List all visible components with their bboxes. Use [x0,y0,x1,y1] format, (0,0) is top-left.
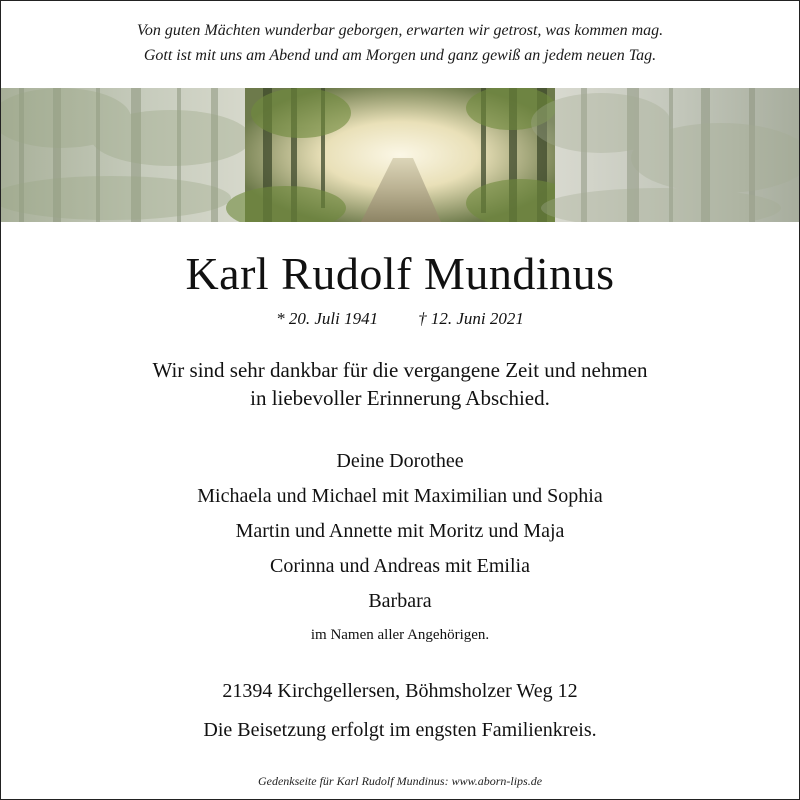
death-date: † 12. Juni 2021 [418,309,524,328]
farewell-line-1: Wir sind sehr dankbar für die vergangene Zeit und nehmen [152,358,648,382]
farewell-text [0,356,800,412]
birth-date: * 20. Juli 1941 [276,309,379,328]
family-address: 21394 Kirchgellersen, Böhmsholzer Weg 12 [222,680,578,702]
on-behalf-note: im Namen aller Angehörigen. [310,627,490,643]
quote-line-2: Gott ist mit uns am Abend und am Morgen und ganz gewiß an jedem neuen Tag. [143,47,657,64]
family-member: Michaela und Michael mit Maximilian und Sophia [197,485,603,507]
quote-block [0,18,800,68]
memorial-page-link[interactable]: Gedenkseite für Karl Rudolf Mundinus: www.aborn-lips.de [257,774,543,788]
burial-note: Die Beisetzung erfolgt im engsten Familienkreis. [203,719,597,741]
deceased-name: Karl Rudolf Mundinus [185,248,615,299]
family-list [0,446,800,621]
farewell-line-2: in liebevoller Erinnerung Abschied. [250,386,550,410]
family-member: Deine Dorothee [336,450,464,472]
family-member: Barbara [368,590,432,612]
family-member: Martin und Annette mit Moritz und Maja [235,520,565,542]
family-member: Corinna und Andreas mit Emilia [270,555,530,577]
quote-line-1: Von guten Mächten wunderbar geborgen, erwarten wir getrost, was kommen mag. [136,22,664,39]
life-dates [0,307,800,331]
forest-banner-image [1,88,799,222]
